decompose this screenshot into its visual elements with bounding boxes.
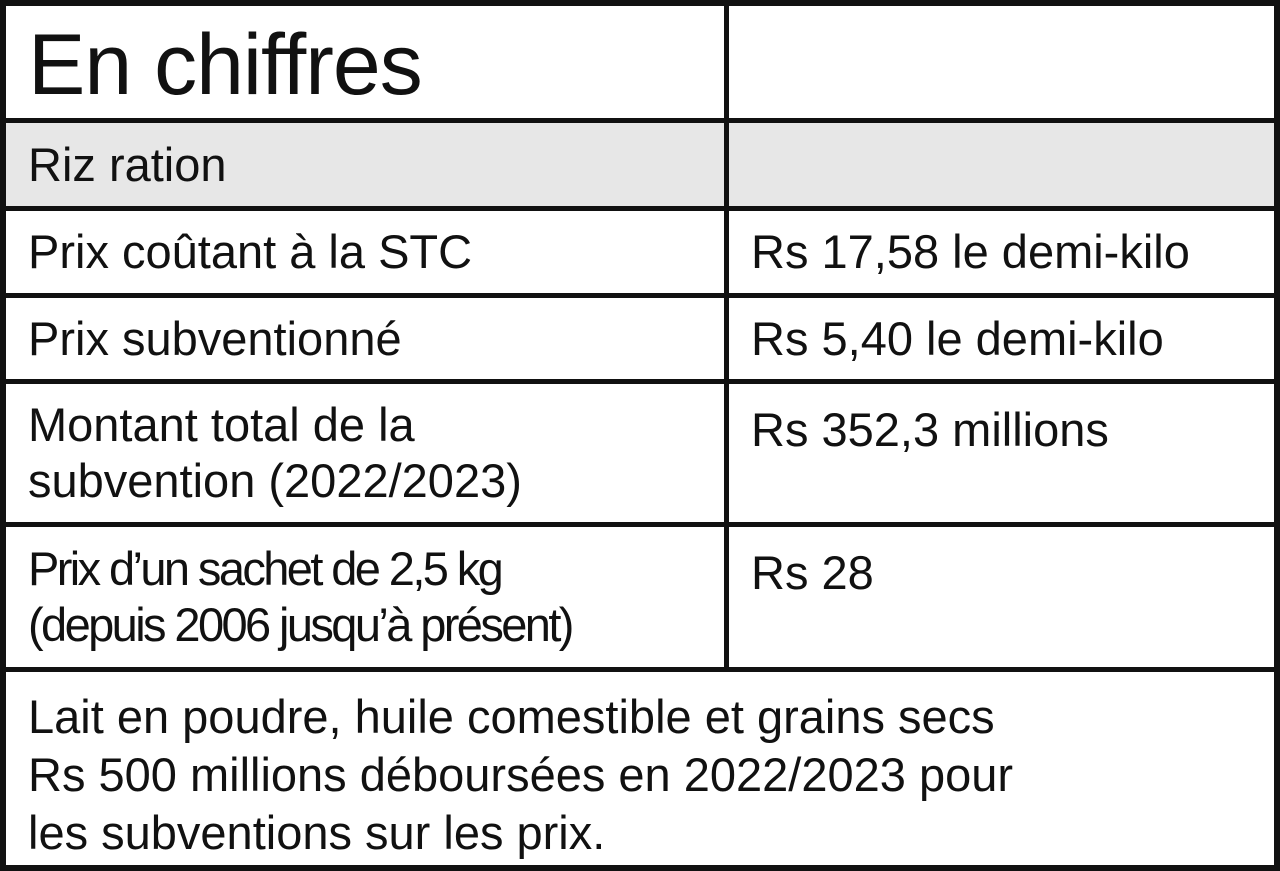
footer-cell [6, 672, 1274, 871]
table-row [6, 211, 1274, 298]
row-value: Rs 5,40 le demi-kilo [751, 311, 1164, 365]
row-label-line: subvention (2022/2023) [28, 454, 522, 507]
row-value-cell [729, 298, 1274, 379]
section-cell [6, 123, 729, 206]
row-label-cell [6, 527, 729, 667]
row-label-cell [6, 384, 729, 522]
section-row [6, 123, 1274, 211]
title-cell [6, 6, 729, 118]
row-value: Rs 352,3 millions [751, 403, 1109, 456]
row-label-line: (depuis 2006 jusqu’à présent) [28, 598, 572, 651]
footer-row [6, 672, 1274, 871]
row-label-cell [6, 298, 729, 379]
footer-line: les subventions sur les prix. [28, 806, 606, 859]
title-row [6, 6, 1274, 123]
section-empty-cell [729, 123, 1274, 206]
footer-line: Rs 500 millions déboursées en 2022/2023 pour [28, 748, 1014, 801]
title-empty-cell [729, 6, 1274, 118]
row-value-cell [729, 384, 1274, 522]
row-value: Rs 28 [751, 546, 874, 599]
section-heading: Riz ration [28, 137, 227, 191]
table-row [6, 298, 1274, 384]
box-title: En chiffres [28, 17, 422, 113]
row-value-cell [729, 211, 1274, 293]
row-value-cell [729, 527, 1274, 667]
row-label: Prix subventionné [28, 311, 402, 365]
row-label-cell [6, 211, 729, 293]
row-label-line: Montant total de la [28, 398, 415, 451]
footer-line: Lait en poudre, huile comestible et grains secs [28, 690, 995, 743]
row-label: Prix coûtant à la STC [28, 225, 473, 278]
table-row [6, 527, 1274, 672]
row-label-line: Prix d’un sachet de 2,5 kg [28, 542, 502, 595]
table-row [6, 384, 1274, 527]
row-value: Rs 17,58 le demi-kilo [751, 225, 1190, 278]
